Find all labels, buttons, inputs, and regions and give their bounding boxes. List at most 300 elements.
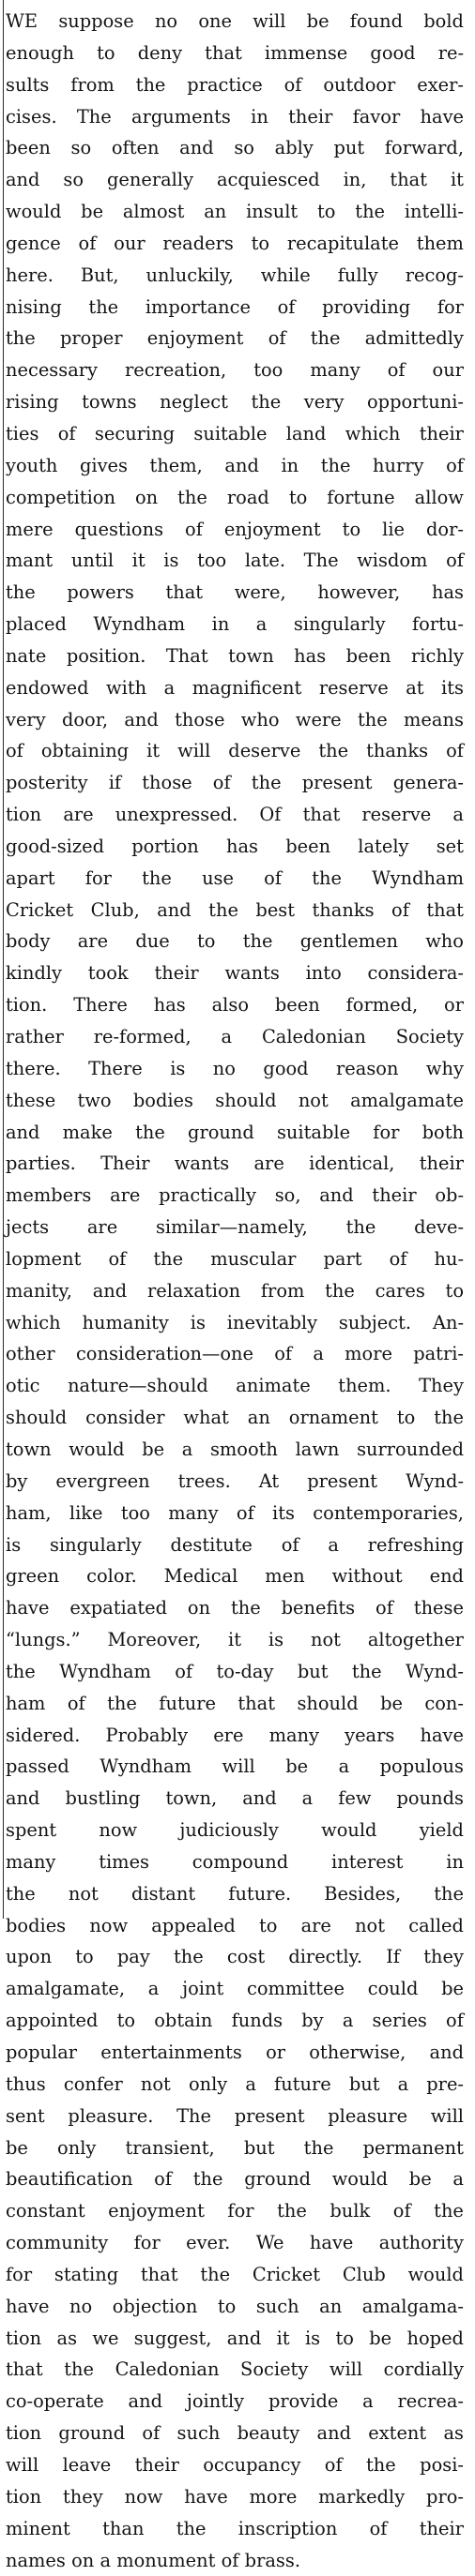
word: populous: [380, 1751, 464, 1783]
word: the: [208, 895, 238, 926]
word: only: [57, 2132, 96, 2164]
word: practically: [159, 1180, 256, 1212]
word: their: [372, 1180, 416, 1212]
word: of: [388, 354, 406, 386]
word: be: [81, 196, 103, 228]
word: that: [390, 164, 427, 196]
word: often: [112, 132, 160, 164]
word: the: [325, 1275, 355, 1307]
word: the: [321, 450, 351, 482]
word: present: [302, 767, 373, 799]
word: authority: [379, 2227, 464, 2259]
word: no: [155, 6, 177, 38]
word: color.: [86, 1560, 137, 1592]
word: manity,: [6, 1275, 72, 1307]
word: will: [6, 2449, 38, 2481]
word: competition: [6, 482, 115, 514]
word: to: [218, 2291, 236, 2323]
word: Society: [396, 1021, 464, 1053]
word: deserve: [228, 735, 300, 767]
word: The: [304, 545, 339, 577]
word: tion: [6, 799, 41, 831]
word: those: [142, 767, 192, 799]
text-line: [6, 1846, 464, 1878]
text-line: [6, 831, 464, 863]
word: found: [350, 6, 403, 38]
word: a: [398, 2069, 409, 2101]
word: is: [170, 1053, 185, 1085]
word: to: [343, 514, 360, 546]
text-line: [6, 1498, 464, 1529]
word: that: [165, 577, 203, 609]
word: of: [391, 895, 409, 926]
word: Wynd-: [406, 1466, 464, 1498]
word: many: [310, 354, 360, 386]
word: otic: [6, 1370, 40, 1402]
word: the: [135, 1117, 165, 1149]
word: considera-: [368, 957, 464, 989]
word: with: [106, 672, 146, 704]
text-line: [6, 2354, 464, 2386]
word: to: [117, 2005, 135, 2037]
word: Caledonian: [115, 2354, 220, 2386]
word: Their: [100, 1148, 149, 1180]
word: reserve: [361, 799, 431, 831]
word: now: [125, 2481, 163, 2513]
word: and: [93, 1275, 127, 1307]
word: the: [352, 1656, 382, 1688]
word: be: [380, 1688, 403, 1720]
text-line: [6, 799, 464, 831]
word: have: [6, 1592, 49, 1624]
word: more: [250, 2481, 298, 2513]
word: for: [134, 2227, 161, 2259]
word: favor: [353, 101, 401, 133]
word: ably: [275, 132, 314, 164]
word: otherwise,: [309, 2037, 406, 2069]
word: years: [345, 1720, 394, 1752]
word: lately: [358, 831, 408, 863]
word: That: [166, 640, 208, 672]
word: called: [408, 1910, 464, 1942]
text-line: [6, 1402, 464, 1434]
word: while: [261, 260, 311, 292]
word: two: [77, 1085, 111, 1117]
word: the: [366, 2449, 396, 2481]
word: their: [288, 101, 332, 133]
word: its: [272, 1498, 295, 1529]
word: are: [301, 1910, 331, 1942]
word: similar—namely,: [156, 1212, 308, 1243]
word: their: [154, 957, 198, 989]
text-line: [6, 1148, 464, 1180]
word: which: [6, 1307, 61, 1339]
word: interest: [331, 1846, 403, 1878]
word: nate: [6, 640, 46, 672]
word: deny: [138, 38, 182, 69]
word: to-day: [217, 1656, 274, 1688]
word: bulk: [329, 2195, 370, 2227]
text-line: [6, 2195, 464, 2227]
word: richly: [411, 640, 464, 672]
word: refreshing: [368, 1529, 464, 1561]
column-rule: [3, 0, 4, 1919]
text-line: [6, 2101, 464, 2132]
word: as: [57, 2323, 78, 2355]
word: an: [204, 196, 226, 228]
text-line: [6, 1751, 464, 1783]
word: no: [213, 1053, 236, 1085]
word: portion: [131, 831, 199, 863]
word: forward,: [385, 132, 464, 164]
word: have: [310, 2227, 353, 2259]
word: bold: [423, 6, 464, 38]
word: of: [175, 1656, 192, 1688]
word: singularly: [50, 1529, 142, 1561]
word: future: [159, 1688, 216, 1720]
word: formed,: [346, 989, 419, 1021]
word: Wyndham: [372, 863, 464, 895]
word: that: [205, 38, 242, 69]
word: cises.: [6, 101, 57, 133]
text-line: [6, 323, 464, 354]
text-line: [6, 926, 464, 957]
word: enjoyment: [108, 2195, 205, 2227]
word: consideration—one: [76, 1338, 253, 1370]
word: the: [6, 577, 36, 609]
text-line: [6, 672, 464, 704]
word: will: [253, 6, 285, 38]
word: WE: [6, 6, 38, 38]
word: recog-: [406, 260, 464, 292]
word: allow: [415, 482, 464, 514]
word: ground: [244, 2163, 311, 2195]
text-line: [6, 2005, 464, 2037]
word: why: [426, 1053, 464, 1085]
text-line: [6, 482, 464, 514]
word: passed: [6, 1751, 69, 1783]
word: constant: [6, 2195, 85, 2227]
word: and: [430, 2037, 464, 2069]
word: door,: [62, 704, 108, 736]
word: a: [245, 2069, 256, 2101]
text-line: [6, 1370, 464, 1402]
word: many: [6, 1846, 55, 1878]
word: should: [297, 1688, 358, 1720]
word: there.: [6, 1053, 61, 1085]
article-column: [6, 6, 464, 1909]
word: that: [6, 2354, 43, 2386]
text-line: [6, 735, 464, 767]
word: destitute: [171, 1529, 253, 1561]
word: will: [222, 1751, 255, 1783]
word: them: [417, 228, 464, 260]
word: without: [332, 1560, 403, 1592]
word: and: [227, 2323, 261, 2355]
word: is: [268, 1624, 283, 1656]
word: entertainments: [100, 2037, 242, 2069]
word: of: [6, 735, 23, 767]
word: the: [434, 1402, 464, 1434]
word: of: [142, 2418, 160, 2449]
word: Wyndham: [100, 1751, 192, 1783]
word: it: [277, 2323, 290, 2355]
word: not: [299, 1085, 329, 1117]
word: of: [68, 1688, 85, 1720]
word: a: [302, 1783, 314, 1815]
word: fortu-: [412, 609, 464, 640]
word: unluckily,: [146, 260, 234, 292]
word: too: [121, 1498, 150, 1529]
word: the: [251, 386, 281, 418]
word: Wyndham: [59, 1656, 151, 1688]
word: the: [312, 863, 342, 895]
word: hu-: [434, 1243, 464, 1275]
word: a: [182, 1434, 193, 1466]
word: ere: [213, 1720, 243, 1752]
word: provide: [268, 2386, 338, 2418]
word: ham,: [6, 1498, 52, 1529]
word: the: [346, 1212, 376, 1243]
word: road: [227, 482, 269, 514]
word: tion: [6, 2481, 41, 2513]
word: part: [323, 1243, 361, 1275]
word: means: [404, 704, 464, 736]
text-line: [6, 1466, 464, 1498]
word: to: [97, 38, 115, 69]
word: best: [255, 895, 295, 926]
word: inevitably: [227, 1307, 317, 1339]
word: to: [252, 228, 269, 260]
word: for: [227, 2195, 253, 2227]
word: of: [446, 2005, 464, 2037]
word: which: [345, 418, 401, 450]
word: genera-: [393, 767, 464, 799]
word: an: [248, 1402, 270, 1434]
word: spent: [6, 1815, 56, 1846]
word: many: [168, 1498, 218, 1529]
word: “lungs.”: [6, 1624, 81, 1656]
word: of: [268, 323, 286, 354]
word: pleasure: [328, 2101, 407, 2132]
text-line: [6, 69, 464, 101]
word: placed: [6, 609, 67, 640]
word: of: [370, 2513, 388, 2545]
text-line: [6, 1720, 464, 1752]
word: so: [71, 132, 92, 164]
word: the: [177, 482, 207, 514]
word: The: [176, 2101, 211, 2132]
word: of: [264, 863, 282, 895]
word: exer-: [417, 69, 464, 101]
word: enjoyment: [147, 323, 244, 354]
word: pro-: [426, 2481, 464, 2513]
word: its: [441, 672, 464, 704]
text-line: [6, 895, 464, 926]
word: into: [306, 957, 342, 989]
word: it: [451, 164, 464, 196]
word: it: [146, 735, 160, 767]
word: be: [369, 2323, 391, 2355]
word: but: [298, 1656, 329, 1688]
word: benefits: [282, 1592, 356, 1624]
word: Caledonian: [262, 1021, 366, 1053]
word: for: [437, 292, 464, 324]
text-line: [6, 1624, 464, 1656]
word: pay: [117, 1941, 150, 1973]
word: fortune: [327, 482, 394, 514]
word: gence: [6, 228, 61, 260]
word: be: [441, 1973, 464, 2005]
word: youth: [6, 450, 57, 482]
word: bustling: [65, 1783, 140, 1815]
text-line: [6, 2291, 464, 2323]
word: arguments: [131, 101, 231, 133]
word: in: [446, 1846, 464, 1878]
word: pounds: [397, 1783, 464, 1815]
text-line: [6, 640, 464, 672]
word: and: [6, 1117, 39, 1149]
word: more: [345, 1338, 392, 1370]
word: bodies: [6, 1910, 66, 1942]
text-line: [6, 2513, 464, 2545]
text-line: [6, 609, 464, 640]
word: practice: [187, 69, 262, 101]
text-line: [6, 450, 464, 482]
word: a: [339, 1751, 350, 1783]
word: of: [446, 450, 464, 482]
word: if: [109, 767, 121, 799]
text-line: [6, 2545, 464, 2576]
word: like: [69, 1498, 103, 1529]
word: cordially: [384, 2354, 464, 2386]
word: on: [71, 2545, 94, 2576]
word: extent: [368, 2418, 426, 2449]
word: Cricket: [253, 2259, 320, 2291]
word: at: [406, 672, 423, 704]
word: a: [452, 799, 464, 831]
text-line: [6, 1085, 464, 1117]
word: few: [338, 1783, 371, 1815]
word: providing: [322, 292, 410, 324]
word: the: [277, 2195, 307, 2227]
text-line: [6, 1910, 464, 1942]
word: gentlemen: [300, 926, 398, 957]
word: the: [64, 2354, 94, 2386]
text-line: [6, 957, 464, 989]
word: amalgamate: [350, 1085, 464, 1117]
word: in: [281, 450, 299, 482]
word: lie: [382, 514, 405, 546]
word: of: [154, 2163, 172, 2195]
word: neglect: [160, 386, 228, 418]
word: jointly: [187, 2386, 244, 2418]
word: or: [266, 2037, 285, 2069]
word: ornament: [289, 1402, 378, 1434]
text-line: [6, 2037, 464, 2069]
word: use: [202, 863, 234, 895]
word: should: [6, 1402, 67, 1434]
word: of: [274, 1338, 292, 1370]
word: almost: [123, 196, 185, 228]
word: the: [6, 1878, 36, 1910]
word: the: [88, 292, 118, 324]
word: the: [231, 1592, 261, 1624]
word: ground: [188, 1117, 254, 1149]
word: them,: [150, 450, 203, 482]
word: both: [422, 1117, 464, 1149]
word: smooth: [210, 1434, 278, 1466]
word: and: [124, 704, 158, 736]
text-line: [6, 2069, 464, 2101]
text-line: [6, 101, 464, 133]
word: acquiesced: [217, 164, 320, 196]
text-line: [6, 1973, 464, 2005]
text-line: [6, 2323, 464, 2355]
text-line: [6, 292, 464, 324]
word: not: [311, 1624, 341, 1656]
word: been: [6, 132, 51, 164]
word: tion.: [6, 989, 47, 1021]
word: the: [142, 863, 172, 895]
word: them.: [338, 1370, 391, 1402]
word: outdoor: [323, 69, 395, 101]
word: that: [303, 799, 341, 831]
word: are: [110, 1180, 140, 1212]
word: to: [75, 1941, 93, 1973]
word: a: [328, 1529, 339, 1561]
word: ever.: [186, 2227, 230, 2259]
word: of: [79, 228, 97, 260]
word: tion: [6, 2418, 41, 2449]
word: of: [108, 1243, 126, 1275]
word: our: [114, 228, 145, 260]
word: Of: [259, 799, 281, 831]
word: would: [6, 196, 61, 228]
word: apart: [6, 863, 55, 895]
word: a: [148, 1973, 160, 2005]
word: objection: [113, 2291, 198, 2323]
word: be: [409, 2163, 432, 2195]
word: what: [183, 1402, 228, 1434]
word: of: [185, 514, 203, 546]
word: Cricket: [6, 895, 73, 926]
word: recrea-: [398, 2386, 464, 2418]
word: land: [286, 418, 327, 450]
word: a: [222, 1021, 233, 1053]
text-line: [6, 1180, 464, 1212]
word: recreation,: [125, 354, 226, 386]
word: has: [432, 577, 464, 609]
word: have: [421, 101, 464, 133]
word: questions: [75, 514, 163, 546]
word: of: [446, 735, 464, 767]
word: of: [390, 1243, 407, 1275]
word: body: [6, 926, 50, 957]
word: times: [99, 1846, 149, 1878]
word: would: [69, 1434, 124, 1466]
word: intelli-: [405, 196, 464, 228]
word: and: [317, 2418, 351, 2449]
word: evergreen: [55, 1466, 149, 1498]
word: Moreover,: [107, 1624, 201, 1656]
word: opportuni-: [367, 386, 464, 418]
word: cares: [375, 1275, 425, 1307]
word: will: [431, 2101, 464, 2132]
word: obtaining: [41, 735, 129, 767]
word: these: [414, 1592, 464, 1624]
word: for: [85, 863, 112, 895]
